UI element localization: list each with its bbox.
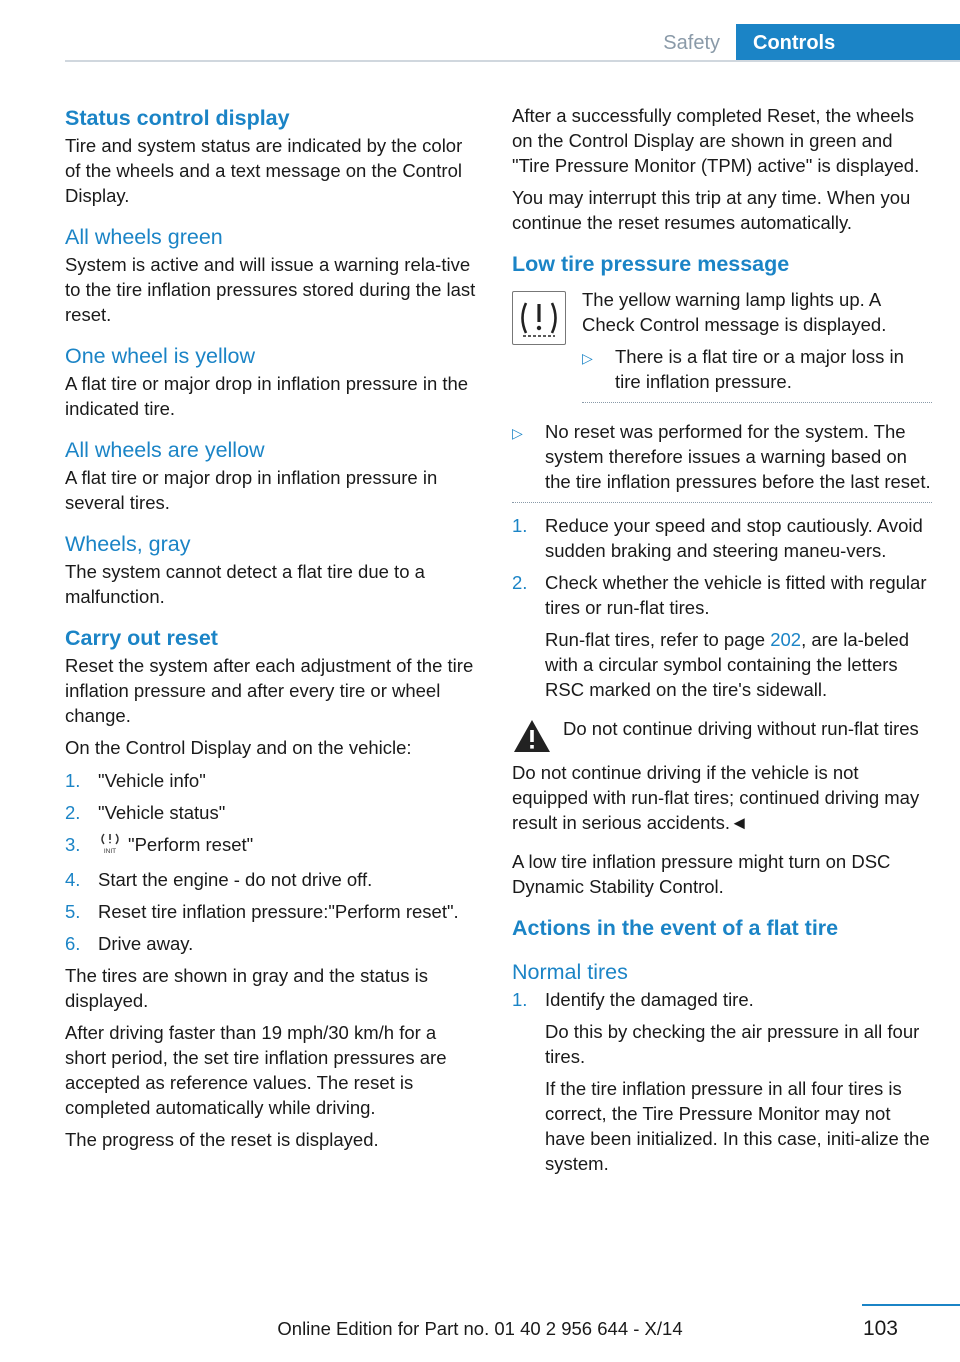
footer-divider xyxy=(862,1304,960,1306)
bullet-triangle-icon: ▷ xyxy=(512,425,523,441)
tire-pressure-warning-lamp-icon xyxy=(512,291,566,345)
normal-tires-heading: Normal tires xyxy=(512,960,628,984)
green-text: System is active and will issue a warning rela-tive to the tire inflation pressures stored during the last reset. xyxy=(65,254,476,325)
warning-lamp-block xyxy=(512,287,932,413)
after-reset-success-text: After a successfully completed Reset, the wheels on the Control Display are shown in green and "Tire Pressure Monitor (TPM) active" is displayed. xyxy=(512,105,920,176)
step-text: "Perform reset" xyxy=(128,834,254,855)
after-reset-text-1: The tires are shown in gray and the status is displayed. xyxy=(65,965,428,1011)
list-item xyxy=(582,344,932,403)
after-reset-text-2: After driving faster than 19 mph/30 km/h for a short period, the set tire inflation pressures are accepted as reference values. The reset is completed automatically while driving. xyxy=(65,1022,447,1118)
warning-title: Do not continue driving without run-flat tires xyxy=(563,718,919,739)
step-number: 5. xyxy=(65,901,81,922)
actions-heading: Actions in the event of a flat tire xyxy=(512,916,839,940)
status-text: Tire and system status are indicated by the color of the wheels and a text message on the Control Display. xyxy=(65,135,463,206)
all-yellow-heading: All wheels are yellow xyxy=(65,438,265,462)
list-item xyxy=(65,800,478,825)
status-heading: Status control display xyxy=(65,106,290,130)
interrupt-text: You may interrupt this trip at any time. When you continue the reset resumes automatically. xyxy=(512,187,911,233)
warning-text: Do not continue driving if the vehicle is not equipped with run-flat tires; continued driving may result in serious accidents.◄ xyxy=(512,762,920,833)
step-number: 1. xyxy=(512,515,528,536)
step-text: "Vehicle status" xyxy=(98,802,226,823)
step-number: 1. xyxy=(512,989,528,1010)
step-number: 2. xyxy=(65,802,81,823)
bullet-text: No reset was performed for the system. The system therefore issues a warning based on the tire inflation pressures before the last reset. xyxy=(545,421,931,492)
all-yellow-text: A flat tire or major drop in inflation pressure in several tires. xyxy=(65,467,438,513)
warning-block xyxy=(512,716,932,754)
warning-triangle-icon xyxy=(512,718,552,754)
reset-text: Reset the system after each adjustment of the tire inflation pressure and after every tire or wheel change. xyxy=(65,655,474,726)
tab-controls[interactable]: Controls xyxy=(736,24,960,62)
dsc-text: A low tire inflation pressure might turn on DSC Dynamic Stability Control. xyxy=(512,851,891,897)
list-item xyxy=(65,832,478,860)
reset-heading: Carry out reset xyxy=(65,626,218,650)
list-item xyxy=(512,419,932,503)
list-item xyxy=(65,867,478,892)
step-text: Check whether the vehicle is fitted with regular tires or run-flat tires. xyxy=(545,572,927,618)
list-item xyxy=(512,570,932,709)
list-item xyxy=(65,768,478,793)
step-text: Reduce your speed and stop cautiously. Avoid sudden braking and steering maneu-vers. xyxy=(545,515,923,561)
reset-steps xyxy=(65,768,478,956)
after-reset-text-3: The progress of the reset is displayed. xyxy=(65,1129,379,1150)
step-number: 4. xyxy=(65,869,81,890)
edition-footer: Online Edition for Part no. 01 40 2 956 644 - X/14 xyxy=(277,1318,683,1339)
step-subtext: Run-flat tires, refer to page 202, are la-beled with a circular symbol containing the letters RSC marked on the tire's sidewall. xyxy=(545,629,910,700)
header-divider xyxy=(65,60,960,62)
one-yellow-heading: One wheel is yellow xyxy=(65,344,256,368)
bullet-text: There is a flat tire or a major loss in tire inflation pressure. xyxy=(615,346,904,392)
one-yellow-text: A flat tire or major drop in inflation pressure in the indicated tire. xyxy=(65,373,469,419)
list-item xyxy=(512,987,932,1183)
bullet-triangle-icon: ▷ xyxy=(582,350,593,366)
list-item xyxy=(65,899,478,924)
tpm-init-icon xyxy=(98,832,122,860)
warning-lamp-text: The yellow warning lamp lights up. A Check Control message is displayed. xyxy=(582,289,887,335)
step-number: 6. xyxy=(65,933,81,954)
step-subtext: Do this by checking the air pressure in all four tires. xyxy=(545,1021,920,1067)
list-item xyxy=(512,513,932,563)
step-text: Identify the damaged tire. xyxy=(545,989,754,1010)
step-text: "Vehicle info" xyxy=(98,770,206,791)
gray-heading: Wheels, gray xyxy=(65,532,191,556)
right-column xyxy=(512,103,932,1190)
step-number: 1. xyxy=(65,770,81,791)
green-heading: All wheels green xyxy=(65,225,223,249)
low-pressure-heading: Low tire pressure message xyxy=(512,252,790,276)
step-number: 2. xyxy=(512,572,528,593)
page-link[interactable]: 202 xyxy=(770,629,802,650)
page-number: 103 xyxy=(862,1317,898,1340)
tab-safety[interactable]: Safety xyxy=(663,32,720,54)
reset-intro: On the Control Display and on the vehicle: xyxy=(65,737,412,758)
step-number: 3. xyxy=(65,834,81,855)
step-text: Start the engine - do not drive off. xyxy=(98,869,373,890)
gray-text: The system cannot detect a flat tire due to a malfunction. xyxy=(65,561,425,607)
step-text: Reset tire inflation pressure:"Perform reset". xyxy=(98,901,459,922)
list-item xyxy=(65,931,478,956)
left-column xyxy=(65,103,478,1159)
svg-text:INIT: INIT xyxy=(103,848,117,854)
step-text: Drive away. xyxy=(98,933,194,954)
step-subtext: If the tire inflation pressure in all four tires is correct, the Tire Pressure Monitor may not have been initialized. In this case, initi-alize the system. xyxy=(545,1078,930,1174)
